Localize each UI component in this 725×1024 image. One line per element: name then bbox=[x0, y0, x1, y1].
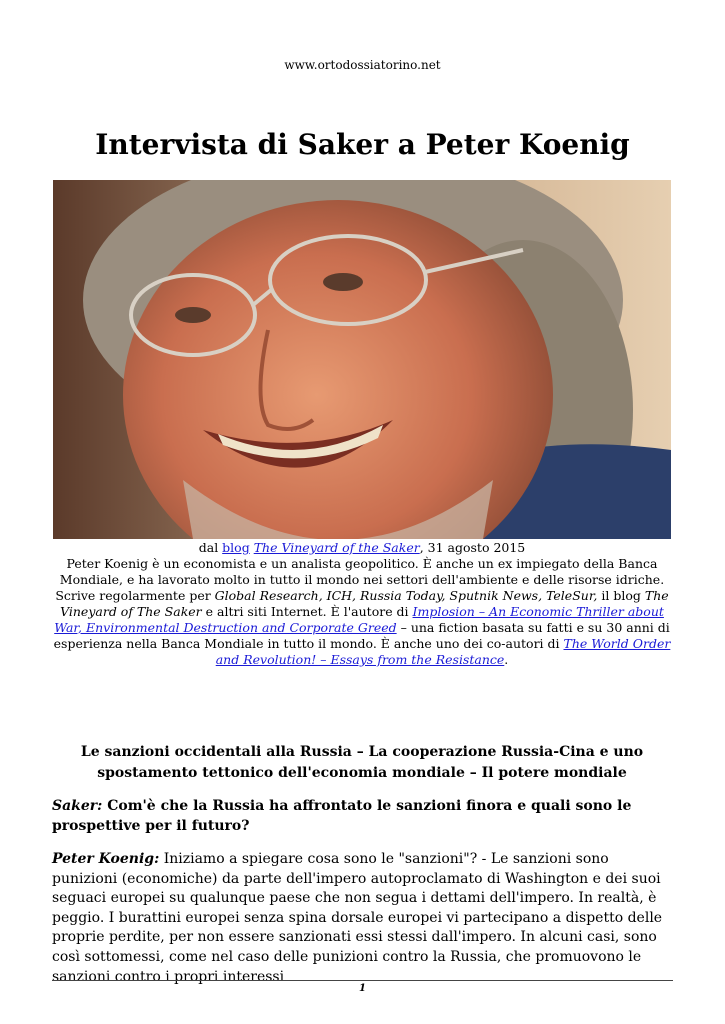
answer-speaker: Peter Koenig: bbox=[52, 851, 160, 867]
section-heading: Le sanzioni occidentali alla Russia – La cooperazione Russia-Cina e uno spostamento tettonico dell'economia mondiale – Il potere mondiale bbox=[80, 744, 644, 781]
interview-question bbox=[52, 796, 672, 836]
bio-text-4: – una fiction basata su fatti e su 30 anni di esperienza nella Banca Mondiale in tutto il mondo. È anche uno dei co-autori di bbox=[53, 620, 670, 651]
bio-end: . bbox=[504, 652, 509, 667]
caption-date: , 31 agosto 2015 bbox=[419, 540, 526, 555]
footer-divider bbox=[52, 980, 673, 981]
caption-prefix: dal bbox=[198, 540, 223, 555]
photo-caption bbox=[53, 540, 671, 668]
article-title: Intervista di Saker a Peter Koenig bbox=[95, 128, 630, 161]
implosion-book-link[interactable]: Implosion – An Economic Thriller about War, Environmental Destruction and Corporate Greed bbox=[54, 604, 664, 635]
site-url: www.ortodossiatorino.net bbox=[284, 58, 441, 72]
bio-text-3: e altri siti Internet. È l'autore di bbox=[201, 604, 413, 619]
page-number: 1 bbox=[359, 983, 366, 994]
interview-answer bbox=[52, 850, 674, 987]
portrait-photo bbox=[53, 180, 671, 539]
portrait-image bbox=[53, 180, 671, 539]
question-text: Com'è che la Russia ha affrontato le sanzioni finora e quali sono le prospettive per il futuro? bbox=[52, 798, 632, 834]
world-order-book-link[interactable]: The World Order and Revolution! – Essays from the Resistance bbox=[215, 636, 671, 667]
answer-text: Iniziamo a spiegare cosa sono le "sanzioni"? - Le sanzioni sono punizioni (economiche) da parte dell'impero autoproclamato di Washington e dei suoi seguaci europei su qualunque paese che non segua i dettami dell'impero. In realtà, è peggio. I burattini europei senza spina dorsale europei vi partecipano a dispetto delle proprie perdite, per non essere sanzionati essi stessi dall'impero. In alcuni casi, sono così sottomessi, come nel caso delle punizioni contro la Russia, che promuovono le sanzioni contro i propri interessi bbox=[52, 851, 663, 985]
bio-blog-name: The Vineyard of The Saker bbox=[60, 588, 669, 619]
bio-outlets: Global Research, ICH, Russia Today, Sputnik News, TeleSur, bbox=[214, 588, 598, 603]
question-speaker: Saker: bbox=[52, 798, 103, 814]
bio-text-1: Peter Koenig è un economista e un analista geopolitico. È anche un ex impiegato della Banca Mondiale, e ha lavorato molto in tutto il mondo nei settori dell'ambiente e delle risorse idriche. Scrive regolarmente per bbox=[55, 556, 665, 603]
bio-text-2: il blog bbox=[597, 588, 645, 603]
vineyard-saker-link[interactable]: The Vineyard of the Saker bbox=[253, 540, 420, 555]
blog-link[interactable]: blog bbox=[222, 540, 250, 555]
